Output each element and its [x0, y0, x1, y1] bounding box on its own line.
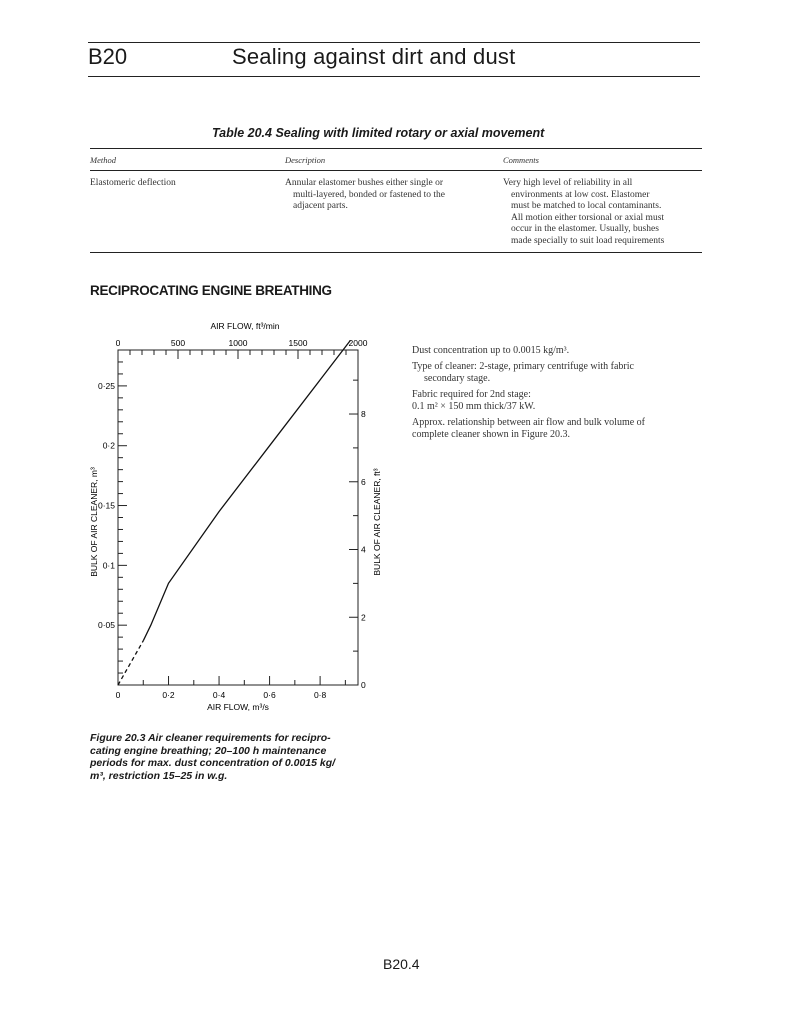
note-approx-relationship — [412, 417, 732, 441]
section-heading: RECIPROCATING ENGINE BREATHING — [90, 283, 332, 298]
caption-line: m³, restriction 15–25 in w.g. — [90, 769, 228, 782]
y-tick-label: 0·1 — [102, 560, 115, 571]
x-tick-label: 0·4 — [212, 690, 226, 700]
figure-caption — [90, 732, 380, 782]
section-code: B20 — [88, 44, 128, 69]
table-header-rule — [90, 170, 702, 171]
series-line-dashed — [118, 641, 143, 685]
caption-line: cating engine breathing; 20–100 h maintenance — [90, 744, 327, 757]
y-tick-label: 0·15 — [97, 500, 115, 511]
comment-line: made specially to suit load requirements — [511, 235, 665, 246]
right-tick-label: 0 — [361, 680, 366, 690]
series-line — [143, 340, 350, 640]
table-cell-description — [285, 178, 445, 213]
table-bottom-rule — [90, 252, 702, 253]
y-tick-label: 0·25 — [97, 380, 115, 391]
left-axis-title: BULK OF AIR CLEANER, m³ — [89, 467, 99, 577]
notes-block — [412, 345, 732, 441]
comment-line: All motion either torsional or axial must — [511, 212, 665, 223]
column-header-comments: Comments — [503, 155, 539, 165]
comment-line: environments at low cost. Elastomer — [511, 189, 650, 200]
top-tick-label: 1000 — [228, 338, 248, 348]
description-line: Annular elastomer bushes either single or — [285, 178, 444, 188]
table-top-rule — [90, 148, 702, 149]
plot-frame — [118, 350, 358, 685]
note-fabric-line: 0.1 m² × 150 mm thick/37 kW. — [412, 401, 536, 412]
column-header-description: Description — [285, 155, 326, 165]
note-cleaner-type-line: Type of cleaner: 2-stage, primary centrifuge with fabric — [412, 361, 634, 372]
top-tick-label: 1500 — [288, 338, 308, 348]
table-cell-method: Elastomeric deflection — [90, 178, 176, 188]
x-tick-label: 0·8 — [313, 690, 327, 700]
right-tick-label: 4 — [361, 544, 366, 555]
header-top-rule — [88, 42, 700, 43]
table-title: Table 20.4 Sealing with limited rotary or axial movement — [212, 126, 545, 140]
comment-line: must be matched to local contaminants. — [511, 201, 662, 211]
right-axis-title: BULK OF AIR CLEANER, ft³ — [372, 468, 382, 576]
y-tick-label: 0·05 — [97, 620, 115, 631]
page-title: Sealing against dirt and dust — [232, 44, 516, 69]
note-cleaner-type — [412, 361, 732, 385]
x-tick-label: 0·6 — [263, 690, 276, 700]
comment-line: occur in the elastomer. Usually, bushes — [511, 224, 659, 234]
description-line: adjacent parts. — [293, 201, 348, 211]
top-tick-label: 2000 — [348, 338, 368, 348]
note-dust-concentration: Dust concentration up to 0.0015 kg/m³. — [412, 345, 570, 356]
header-bottom-rule — [88, 76, 700, 77]
y-tick-label: 0·2 — [102, 440, 115, 451]
note-fabric — [412, 389, 732, 413]
note-approx-line: complete cleaner shown in Figure 20.3. — [412, 429, 571, 440]
top-axis-title: AIR FLOW, ft³/min — [210, 321, 280, 331]
caption-line: Figure 20.3 Air cleaner requirements for recipro- — [90, 732, 331, 744]
x-tick-label: 0 — [115, 690, 121, 700]
comment-line: Very high level of reliability in all — [503, 178, 633, 188]
right-tick-label: 8 — [361, 409, 366, 420]
right-tick-label: 6 — [361, 476, 366, 487]
table-cell-comments — [503, 178, 664, 247]
description-line: multi-layered, bonded or fastened to the — [293, 189, 445, 200]
right-tick-label: 2 — [361, 612, 366, 623]
bottom-axis-title: AIR FLOW, m³/s — [207, 702, 269, 712]
top-tick-label: 500 — [170, 338, 186, 348]
caption-line: periods for max. dust concentration of 0.0015 kg/ — [90, 757, 336, 769]
column-header-method: Method — [90, 155, 116, 165]
air-cleaner-chart — [80, 312, 390, 722]
x-tick-label: 0·2 — [162, 690, 175, 700]
note-approx-line: Approx. relationship between air flow and bulk volume of — [412, 417, 645, 428]
note-fabric-line: Fabric required for 2nd stage: — [412, 389, 531, 400]
top-tick-label: 0 — [115, 338, 121, 348]
page-number: B20.4 — [383, 956, 420, 972]
note-cleaner-type-line: secondary stage. — [424, 373, 491, 384]
